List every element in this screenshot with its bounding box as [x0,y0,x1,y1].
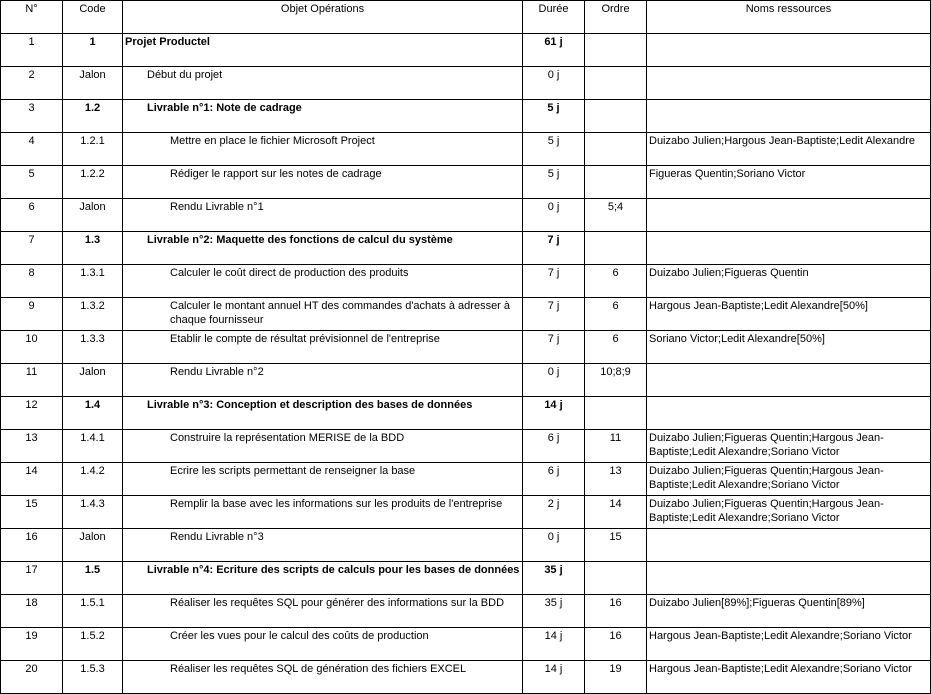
header-row [1,1,931,34]
table-row [1,496,931,529]
cell-code: 1.2.1 [63,133,123,166]
cell-duree: 35 j [523,562,585,595]
cell-code: 1.3.1 [63,265,123,298]
header-duree: Durée [523,1,585,34]
cell-duree: 7 j [523,232,585,265]
table-row [1,463,931,496]
cell-ressources: Duizabo Julien;Figueras Quentin [647,265,931,298]
cell-ordre: 16 [585,628,647,661]
cell-ressources: Duizabo Julien;Figueras Quentin;Hargous Jean-Baptiste;Ledit Alexandre;Soriano Victor [647,463,931,496]
cell-objet: Rendu Livrable n°3 [123,529,523,562]
cell-duree: 6 j [523,463,585,496]
table-body [1,34,931,694]
cell-duree: 7 j [523,331,585,364]
cell-ordre: 15 [585,529,647,562]
table-row [1,265,931,298]
header-ordre: Ordre [585,1,647,34]
cell-ordre: 6 [585,298,647,331]
cell-num: 13 [1,430,63,463]
cell-duree: 5 j [523,133,585,166]
cell-ordre: 19 [585,661,647,694]
table-row [1,364,931,397]
cell-ressources [647,397,931,430]
table-row [1,232,931,265]
table-row [1,34,931,67]
cell-num: 11 [1,364,63,397]
cell-code: Jalon [63,67,123,100]
table-row [1,397,931,430]
cell-ressources: Soriano Victor;Ledit Alexandre[50%] [647,331,931,364]
table-row [1,133,931,166]
cell-code: 1.3.2 [63,298,123,331]
cell-ordre [585,166,647,199]
cell-ressources: Hargous Jean-Baptiste;Ledit Alexandre;Soriano Victor [647,661,931,694]
cell-ordre [585,67,647,100]
cell-ressources: Figueras Quentin;Soriano Victor [647,166,931,199]
cell-ordre: 6 [585,265,647,298]
cell-code: 1.3 [63,232,123,265]
cell-code: 1.5.3 [63,661,123,694]
cell-duree: 5 j [523,100,585,133]
cell-ordre [585,133,647,166]
table-row [1,661,931,694]
cell-objet: Livrable n°2: Maquette des fonctions de calcul du système [123,232,523,265]
cell-objet: Etablir le compte de résultat prévisionnel de l'entreprise [123,331,523,364]
cell-ressources [647,562,931,595]
cell-num: 12 [1,397,63,430]
cell-code: 1.5.1 [63,595,123,628]
cell-ressources [647,529,931,562]
cell-code: 1.4 [63,397,123,430]
cell-ressources: Duizabo Julien[89%];Figueras Quentin[89%] [647,595,931,628]
cell-ordre [585,100,647,133]
cell-objet: Rédiger le rapport sur les notes de cadrage [123,166,523,199]
cell-objet: Ecrire les scripts permettant de renseigner la base [123,463,523,496]
cell-duree: 6 j [523,430,585,463]
cell-ordre: 14 [585,496,647,529]
cell-duree: 0 j [523,529,585,562]
cell-ordre [585,34,647,67]
cell-num: 20 [1,661,63,694]
cell-ordre: 10;8;9 [585,364,647,397]
cell-num: 15 [1,496,63,529]
cell-num: 9 [1,298,63,331]
cell-ressources: Duizabo Julien;Hargous Jean-Baptiste;Ledit Alexandre [647,133,931,166]
cell-ordre: 6 [585,331,647,364]
cell-num: 3 [1,100,63,133]
table-row [1,595,931,628]
cell-ressources: Duizabo Julien;Figueras Quentin;Hargous Jean-Baptiste;Ledit Alexandre;Soriano Victor [647,496,931,529]
cell-ressources [647,100,931,133]
table-row [1,67,931,100]
cell-num: 4 [1,133,63,166]
cell-num: 10 [1,331,63,364]
cell-duree: 0 j [523,199,585,232]
cell-ressources [647,232,931,265]
table-row [1,562,931,595]
cell-duree: 0 j [523,364,585,397]
cell-num: 6 [1,199,63,232]
cell-objet: Livrable n°4: Ecriture des scripts de calculs pour les bases de données [123,562,523,595]
cell-ressources [647,34,931,67]
cell-objet: Rendu Livrable n°2 [123,364,523,397]
cell-num: 2 [1,67,63,100]
table-row [1,166,931,199]
cell-objet: Remplir la base avec les informations sur les produits de l'entreprise [123,496,523,529]
cell-ressources: Hargous Jean-Baptiste;Ledit Alexandre;Soriano Victor [647,628,931,661]
header-ressources: Noms ressources [647,1,931,34]
header-code: Code [63,1,123,34]
cell-objet: Créer les vues pour le calcul des coûts de production [123,628,523,661]
table-row [1,331,931,364]
cell-objet: Livrable n°1: Note de cadrage [123,100,523,133]
cell-duree: 2 j [523,496,585,529]
cell-ressources [647,364,931,397]
cell-ordre [585,397,647,430]
cell-code: 1.3.3 [63,331,123,364]
cell-objet: Calculer le montant annuel HT des commandes d'achats à adresser à chaque fournisseur [123,298,523,331]
table-row [1,298,931,331]
cell-ressources: Hargous Jean-Baptiste;Ledit Alexandre[50%] [647,298,931,331]
cell-objet: Réaliser les requêtes SQL pour générer des informations sur la BDD [123,595,523,628]
cell-ordre: 16 [585,595,647,628]
cell-objet: Livrable n°3: Conception et description des bases de données [123,397,523,430]
table-row [1,529,931,562]
cell-code: 1.5 [63,562,123,595]
cell-num: 7 [1,232,63,265]
cell-ressources [647,67,931,100]
cell-num: 17 [1,562,63,595]
cell-ordre: 13 [585,463,647,496]
cell-objet: Début du projet [123,67,523,100]
cell-code: Jalon [63,199,123,232]
cell-num: 5 [1,166,63,199]
cell-code: 1.2.2 [63,166,123,199]
cell-ordre: 5;4 [585,199,647,232]
cell-code: 1.4.1 [63,430,123,463]
cell-num: 19 [1,628,63,661]
cell-num: 1 [1,34,63,67]
cell-ressources [647,199,931,232]
cell-code: 1.5.2 [63,628,123,661]
cell-objet: Calculer le coût direct de production des produits [123,265,523,298]
cell-ordre [585,562,647,595]
cell-duree: 7 j [523,265,585,298]
table-row [1,199,931,232]
cell-objet: Rendu Livrable n°1 [123,199,523,232]
cell-duree: 35 j [523,595,585,628]
cell-duree: 14 j [523,397,585,430]
table-row [1,628,931,661]
cell-objet: Construire la représentation MERISE de la BDD [123,430,523,463]
cell-duree: 0 j [523,67,585,100]
cell-code: Jalon [63,529,123,562]
cell-duree: 61 j [523,34,585,67]
cell-duree: 14 j [523,628,585,661]
cell-num: 16 [1,529,63,562]
cell-code: Jalon [63,364,123,397]
cell-num: 18 [1,595,63,628]
cell-ressources: Duizabo Julien;Figueras Quentin;Hargous Jean-Baptiste;Ledit Alexandre;Soriano Victor [647,430,931,463]
cell-duree: 5 j [523,166,585,199]
header-objet: Objet Opérations [123,1,523,34]
cell-duree: 14 j [523,661,585,694]
cell-ordre: 11 [585,430,647,463]
cell-objet: Réaliser les requêtes SQL de génération des fichiers EXCEL [123,661,523,694]
cell-objet: Projet Productel [123,34,523,67]
cell-code: 1.2 [63,100,123,133]
cell-num: 14 [1,463,63,496]
cell-objet: Mettre en place le fichier Microsoft Project [123,133,523,166]
cell-ordre [585,232,647,265]
cell-num: 8 [1,265,63,298]
cell-code: 1 [63,34,123,67]
cell-duree: 7 j [523,298,585,331]
header-num: N° [1,1,63,34]
cell-code: 1.4.3 [63,496,123,529]
table-row [1,100,931,133]
table-row [1,430,931,463]
cell-code: 1.4.2 [63,463,123,496]
